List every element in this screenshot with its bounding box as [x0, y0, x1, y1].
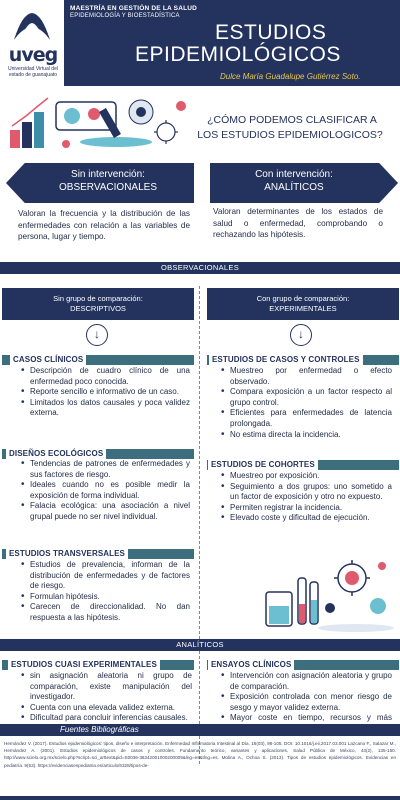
casos-controles-title: ESTUDIOS DE CASOS Y CONTROLES — [209, 355, 363, 365]
banner-observational-title: OBSERVACIONALES — [59, 182, 157, 193]
list-item: • Cuenta con una elevada validez externa. — [20, 703, 192, 714]
logo-wordmark: uveg — [8, 44, 58, 66]
analytical-description: Valoran determinantes de los estados de salud o enfermedad, comprobando o rechazando las hipótesis. — [213, 207, 383, 239]
estudios-cohortes-title: ESTUDIOS DE COHORTES — [208, 460, 318, 470]
list-item: • Formulan hipótesis. — [20, 592, 190, 603]
list-item: • Reporte sencillo e informativo de un caso. — [20, 387, 190, 398]
list-item: • Eficientes para enfermedades de latencia prolongada. — [220, 408, 392, 429]
subgroup-experimentales — [207, 288, 399, 320]
list-item: • Falacia ecológica: una asociación a nivel grupal puede no ser nivel individual. — [20, 501, 190, 522]
column-divider — [199, 286, 200, 764]
poster-title-line1: ESTUDIOS — [215, 21, 327, 44]
list-item: • No estima directa la incidencia. — [220, 430, 392, 441]
subgroup-descriptivos-label: Sin grupo de comparación: — [53, 294, 143, 303]
arrow-down-icon: ↓ — [290, 324, 312, 346]
program-name: MAESTRÍA EN GESTIÓN DE LA SALUD — [70, 5, 198, 12]
list-item: • Mayor coste en tiempo, recursos y más — [220, 713, 392, 734]
section-observacionales: OBSERVACIONALES — [0, 262, 400, 274]
estudios-transversales-list — [20, 560, 190, 624]
disenos-ecologicos-title: DISEÑOS ECOLÓGICOS — [6, 449, 106, 459]
laboratory-illustration — [260, 548, 396, 634]
list-item: • Estudios de prevalencia, informan de la distribución de enfermedades y de factores de riesgo. — [20, 560, 190, 592]
list-item: • Muestreo por enfermedad o efecto observado. — [220, 366, 392, 387]
subgroup-descriptivos — [2, 288, 194, 320]
list-item: • Compara exposición a un factor respecto al grupo control. — [220, 387, 392, 408]
subgroup-experimentales-title: EXPERIMENTALES — [269, 304, 337, 313]
poster-title-line2: EPIDEMIOLÓGICOS — [135, 43, 341, 66]
list-item: • Muestreo por exposición. — [220, 471, 392, 482]
author-name: Dulce María Guadalupe Gutiérrez Soto. — [220, 72, 361, 81]
ensayos-clinicos-title: ENSAYOS CLÍNICOS — [208, 660, 294, 670]
section-analiticos: ANALÍTICOS — [0, 639, 400, 651]
logo-subtitle: Universidad Virtual del estado de guanajuato — [8, 66, 58, 78]
subgroup-descriptivos-title: DESCRIPTIVOS — [70, 304, 126, 313]
casos-controles-list — [220, 366, 392, 440]
list-item: • Tendencias de patrones de enfermedades y sus factores de riesgo. — [20, 459, 190, 480]
estudios-transversales-title: ESTUDIOS TRANSVERSALES — [6, 549, 128, 559]
question-line2: LOS ESTUDIOS EPIDEMIOLOGICOS? — [197, 129, 383, 141]
list-item: • Intervención con asignación aleatoria y grupo de comparación. — [220, 671, 392, 692]
list-item: • Elevado coste y dificultad de ejecución. — [220, 513, 392, 524]
casos-clinicos-title: CASOS CLÍNICOS — [10, 355, 86, 365]
casos-clinicos-list — [20, 366, 190, 419]
list-item: • Dificultad para concluir inferencias causales. — [20, 713, 192, 724]
subgroup-experimentales-label: Con grupo de comparación: — [256, 294, 350, 303]
estudios-cohortes-list — [220, 471, 392, 524]
uveg-logo-icon — [8, 10, 56, 46]
list-item: • Descripción de cuadro clínico de una enfermedad poco conocida. — [20, 366, 190, 387]
cuasi-experimentales-title: ESTUDIOS CUASI EXPERIMENTALES — [8, 660, 160, 670]
list-item: • sin asignación aleatoria ni grupo de comparación, existe manipulación del investigador. — [20, 671, 192, 703]
question-line1: ¿CÓMO PODEMOS CLASIFICAR A — [207, 114, 377, 126]
references-text: Hernández V. (2017). Estudios epidemiológicos: tipos, diseño e interpretación. Enfermedad Inflamatoria Intestinal al Día. 16(03), 98-105. DOI: 10.1016/j.eii.2017.03.001 Lazcano F., Salazar M., Hernández A. (2001). Estudios epidemiológicos de casos y controles. Fundamento teórico, variantes y aplicaciones. Salud Pública de México, 43(2), 135-150. http://www.scielo.org.mx/scielo.php?script=sci_arttext&pid=S0036-36342001000200009&lng=es&tlng=es. Molina A., Ochoa S. (2013). Tipos de estudios epidemiológicos. Evidencias en pediatría. 9(53). https://evidenciasenpediatria.es/articulo/6328/tipos-de- — [4, 741, 396, 768]
banner-analytical-title: ANALÍTICOS — [264, 182, 324, 193]
list-item: • Carecen de direccionalidad. No dan respuesta a las hipótesis. — [20, 602, 190, 623]
footer-rule — [0, 796, 400, 800]
disenos-ecologicos-list — [20, 459, 190, 523]
banner-observational-label: Sin intervención: — [71, 169, 145, 180]
references-heading: Fuentes Bibliográficas — [60, 725, 139, 734]
list-item: • Ideales cuando no es posible medir la exposición de forma individual. — [20, 480, 190, 501]
course-name: EPIDEMIOLOGÍA Y BIOESTADÍSTICA — [70, 13, 180, 19]
epidemiology-illustration — [6, 92, 190, 156]
arrow-down-icon: ↓ — [86, 324, 108, 346]
cuasi-experimentales-list — [20, 671, 192, 724]
list-item: • Seguimiento a dos grupos: uno sometido a un factor de exposición y otro no expuesto. — [220, 482, 392, 503]
list-item: • Limitados los datos causales y poca validez externa. — [20, 398, 190, 419]
banner-analytical-label: Con intervención: — [255, 169, 333, 180]
observational-description: Valoran la frecuencia y la distribución de las enfermedades con relación a las variables de persona, lugar y tiempo. — [18, 209, 190, 241]
list-item: • Exposición controlada con menor riesgo de sesgo y mayor validez externa. — [220, 692, 392, 713]
list-item: • Permiten registrar la incidencia. — [220, 503, 392, 514]
